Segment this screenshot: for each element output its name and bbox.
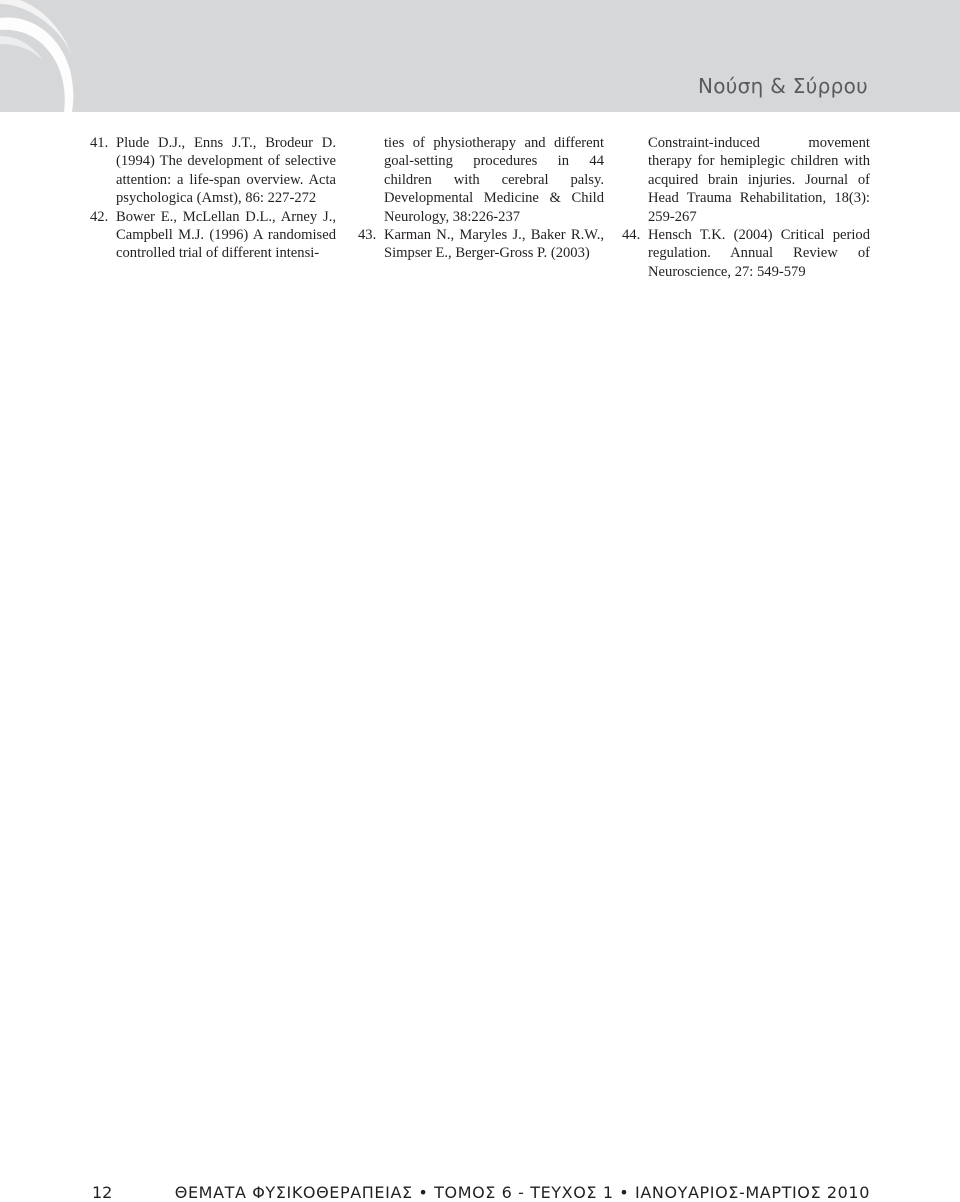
page-number: 12	[92, 1183, 113, 1202]
reference-text: Hensch T.K. (2004) Critical period regulation. Annual Review of Neuroscience, 27: 549-579	[648, 227, 870, 280]
reference-item	[90, 208, 336, 263]
header-band	[0, 0, 960, 112]
references-column-3	[622, 134, 870, 281]
references-column-1	[90, 134, 336, 263]
reference-number: 44.	[622, 227, 641, 244]
reference-text: Bower E., McLellan D.L., Arney J., Campbell M.J. (1996) A randomised controlled trial of different intensi-	[116, 208, 336, 262]
reference-number: 41.	[90, 135, 109, 151]
page-footer	[0, 1180, 960, 1202]
reference-item	[358, 226, 604, 263]
journal-footer-line: ΘΕΜΑΤΑ ΦΥΣΙΚΟΘΕΡΑΠΕΙΑΣ • ΤΟΜΟΣ 6 - ΤΕΥΧΟΣ 1 • ΙΑΝΟΥΑΡΙΟΣ-ΜΑΡΤΙΟΣ 2010	[174, 1183, 870, 1202]
reference-text: Plude D.J., Enns J.T., Brodeur D. (1994) The development of selective attention: a life-span overview. Acta psychologica (Amst), 86: 227-272	[116, 135, 336, 207]
reference-item	[90, 134, 336, 208]
references-column-2	[358, 134, 604, 263]
reference-number: 42.	[90, 208, 109, 225]
reference-continuation: ties of physiotherapy and different goal-setting procedures in 44 children with cerebral palsy. Developmental Medicine & Child Neurology, 38:226-237	[384, 135, 604, 225]
reference-continuation: Constraint-induced movement therapy for hemiplegic children with acquired brain injuries. Journal of Head Trauma Rehabilitation, 18(3): 259-267	[648, 135, 870, 225]
section-title: Νούση & Σύρρου	[697, 74, 868, 98]
reference-number: 43.	[358, 227, 377, 244]
reference-item	[622, 226, 870, 281]
swoosh-logo-icon	[0, 0, 110, 112]
reference-text: Karman N., Maryles J., Baker R.W., Simpser E., Berger-Gross P. (2003)	[384, 227, 604, 262]
